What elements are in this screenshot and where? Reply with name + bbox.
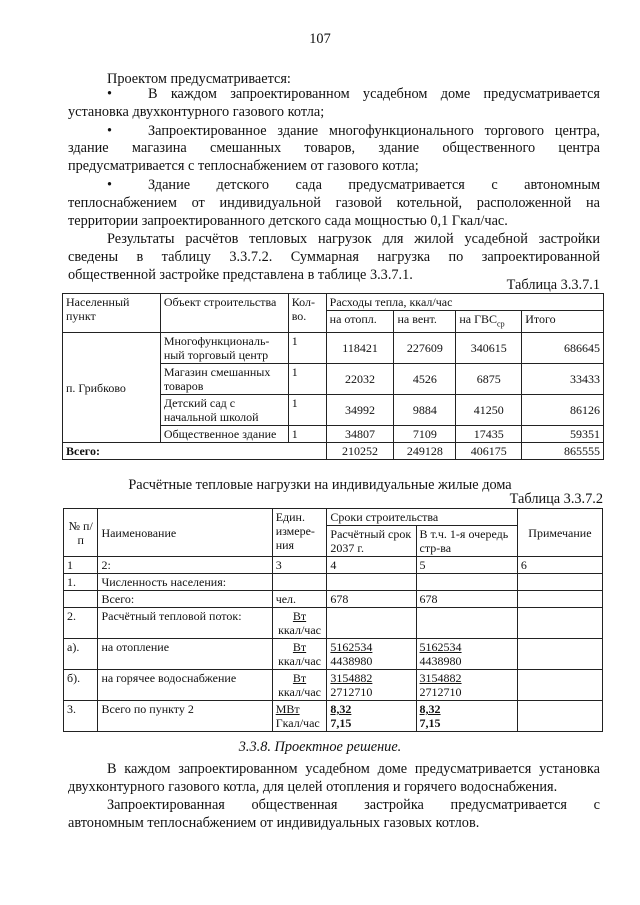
section-heading: 3.3.8. Проектное решение.	[238, 739, 402, 755]
page-number: 107	[309, 31, 331, 47]
t1-r4-vent: 7109	[394, 426, 456, 443]
t2-ra-name: на отопление	[98, 639, 272, 670]
t2-r1-no: 1.	[64, 574, 98, 591]
t1-r3-qty: 1	[288, 395, 326, 426]
t2-rb-no: б).	[64, 670, 98, 701]
bullet-3-line-2: теплоснабжением от индивидуальной газовой котельной, расположенной на	[68, 195, 600, 211]
table1-caption: Таблица 3.3.7.1	[506, 277, 600, 293]
t2-idx-1: 1	[64, 557, 98, 574]
section-p2-line-1: Запроектированная общественная застройка предусматривается с	[107, 797, 600, 813]
t2-h-calc: Расчётный срок 2037 г.	[327, 526, 416, 557]
t2-ra-unit: Вт ккал/час	[272, 639, 327, 670]
t1-place: п. Грибково	[63, 333, 161, 443]
t1-sum-total: 865555	[522, 443, 604, 460]
table-row	[64, 591, 603, 608]
results-line-3: общественной застройке представлена в таблице 3.3.7.1.	[68, 267, 413, 283]
t2-r1-name: Численность населения:	[98, 574, 272, 591]
table-row	[64, 574, 603, 591]
t1-h-object: Объект строительства	[160, 294, 288, 333]
t2-r3-name: Всего по пункту 2	[98, 701, 272, 732]
t1-h-vent: на вент.	[394, 311, 456, 333]
bullet-1-line-1: В каждом запроектированном усадебном доме предусматривается	[148, 86, 600, 102]
results-line-1: Результаты расчётов тепловых нагрузок для жилой усадебной застройки	[107, 231, 600, 247]
t1-h-heat: на отопл.	[326, 311, 394, 333]
t2-r2-unit: Вт ккал/час	[272, 608, 327, 639]
table2	[63, 508, 603, 732]
t2-r1b-stage: 678	[416, 591, 517, 608]
t2-ra-stage: 5162534 4438980	[416, 639, 517, 670]
bullet-3-marker: •	[107, 177, 113, 193]
t1-r2-total: 33433	[522, 364, 604, 395]
t1-r4-gvs: 17435	[456, 426, 522, 443]
table2-caption: Таблица 3.3.7.2	[509, 491, 603, 507]
table1	[62, 293, 604, 460]
t2-rb-stage: 3154882 2712710	[416, 670, 517, 701]
t1-sum-label: Всего:	[63, 443, 327, 460]
t1-r1-vent: 227609	[394, 333, 456, 364]
bullet-2-line-3: предусматривается с теплоснабжением от газового котла;	[68, 158, 419, 174]
bullet-2-line-1: Запроектированное здание многофункционального торгового центра,	[148, 123, 600, 139]
intro-lead: Проектом предусматривается:	[107, 71, 291, 87]
results-line-2: сведены в таблицу 3.3.7.2. Суммарная нагрузка по запроектированной	[68, 249, 600, 265]
t1-r3-gvs: 41250	[456, 395, 522, 426]
table-row	[64, 639, 603, 670]
table-row	[63, 333, 604, 364]
table-row	[64, 608, 603, 639]
t1-r1-gvs: 340615	[456, 333, 522, 364]
t1-sum-heat: 210252	[326, 443, 394, 460]
t2-idx-2: 2:	[98, 557, 272, 574]
t2-h-stage: В т.ч. 1-я очередь стр-ва	[416, 526, 517, 557]
section-p1-line-2: двухконтурного газового котла, для целей отопления и горячего водоснабжения.	[68, 779, 558, 795]
t1-h-total: Итого	[522, 311, 604, 333]
t2-ra-no: а).	[64, 639, 98, 670]
t1-h-place: Населенный пункт	[63, 294, 161, 333]
t1-r4-heat: 34807	[326, 426, 394, 443]
bullet-1-line-2: установка двухконтурного газового котла;	[68, 104, 325, 120]
t1-h-gvs: на $ГВС_{ср}$	[456, 311, 522, 333]
t1-r2-heat: 22032	[326, 364, 394, 395]
table2-title: Расчётные тепловые нагрузки на индивидуальные жилые дома	[128, 477, 512, 493]
section-p1-line-1: В каждом запроектированном усадебном доме предусматривается установка	[107, 761, 600, 777]
t1-r1-heat: 118421	[326, 333, 394, 364]
t1-r4-qty: 1	[288, 426, 326, 443]
t2-ra-calc: 5162534 4438980	[327, 639, 416, 670]
t2-r3-calc: 8,32 7,15	[327, 701, 416, 732]
bullet-2-marker: •	[107, 123, 113, 139]
bullet-3-line-1: Здание детского сада предусматривается с автономным	[148, 177, 600, 193]
t1-h-costs: Расходы тепла, ккал/час	[326, 294, 603, 311]
table-row	[64, 670, 603, 701]
t1-r3-object: Детский сад с начальной школой	[160, 395, 288, 426]
t2-r1b-unit: чел.	[272, 591, 327, 608]
t1-r4-total: 59351	[522, 426, 604, 443]
bullet-3-line-3: территории запроектированного детского сада мощностью 0,1 Гкал/час.	[68, 213, 508, 229]
t2-r3-no: 3.	[64, 701, 98, 732]
t2-h-no: № п/п	[64, 509, 98, 557]
t1-h-qty: Кол-во.	[288, 294, 326, 333]
t2-h-name: Наименование	[98, 509, 272, 557]
t1-sum-gvs: 406175	[456, 443, 522, 460]
table-row	[64, 701, 603, 732]
t2-r3-stage: 8,32 7,15	[416, 701, 517, 732]
bullet-2-line-2: здание магазина смешанных товаров, здание общественного центра	[68, 140, 600, 156]
t1-sum-vent: 249128	[394, 443, 456, 460]
t2-idx-5: 5	[416, 557, 517, 574]
table-row	[64, 557, 603, 574]
t1-r1-qty: 1	[288, 333, 326, 364]
t2-r2-name: Расчётный тепловой поток:	[98, 608, 272, 639]
bullet-1-marker: •	[107, 86, 113, 102]
t1-r2-object: Магазин смешанных товаров	[160, 364, 288, 395]
t2-h-terms: Сроки строительства	[327, 509, 517, 526]
t1-r2-vent: 4526	[394, 364, 456, 395]
t2-r1b-name: Всего:	[98, 591, 272, 608]
t1-r3-vent: 9884	[394, 395, 456, 426]
t1-r1-total: 686645	[522, 333, 604, 364]
t1-r3-total: 86126	[522, 395, 604, 426]
t2-r2-no: 2.	[64, 608, 98, 639]
table-row	[63, 443, 604, 460]
t2-rb-calc: 3154882 2712710	[327, 670, 416, 701]
t1-r1-object: Многофункциональ-ный торговый центр	[160, 333, 288, 364]
t2-idx-3: 3	[272, 557, 327, 574]
t2-r1b-calc: 678	[327, 591, 416, 608]
section-p2-line-2: автономным теплоснабжением от индивидуальных газовых котлов.	[68, 815, 480, 831]
t2-idx-6: 6	[517, 557, 602, 574]
t2-rb-unit: Вт ккал/час	[272, 670, 327, 701]
t2-h-note: Примечание	[517, 509, 602, 557]
t2-idx-4: 4	[327, 557, 416, 574]
t1-r2-gvs: 6875	[456, 364, 522, 395]
t2-h-unit: Един. измере-ния	[272, 509, 327, 557]
t2-r3-unit: МВт Гкал/час	[272, 701, 327, 732]
t2-rb-name: на горячее водоснабжение	[98, 670, 272, 701]
t1-r2-qty: 1	[288, 364, 326, 395]
t1-r3-heat: 34992	[326, 395, 394, 426]
t1-r4-object: Общественное здание	[160, 426, 288, 443]
